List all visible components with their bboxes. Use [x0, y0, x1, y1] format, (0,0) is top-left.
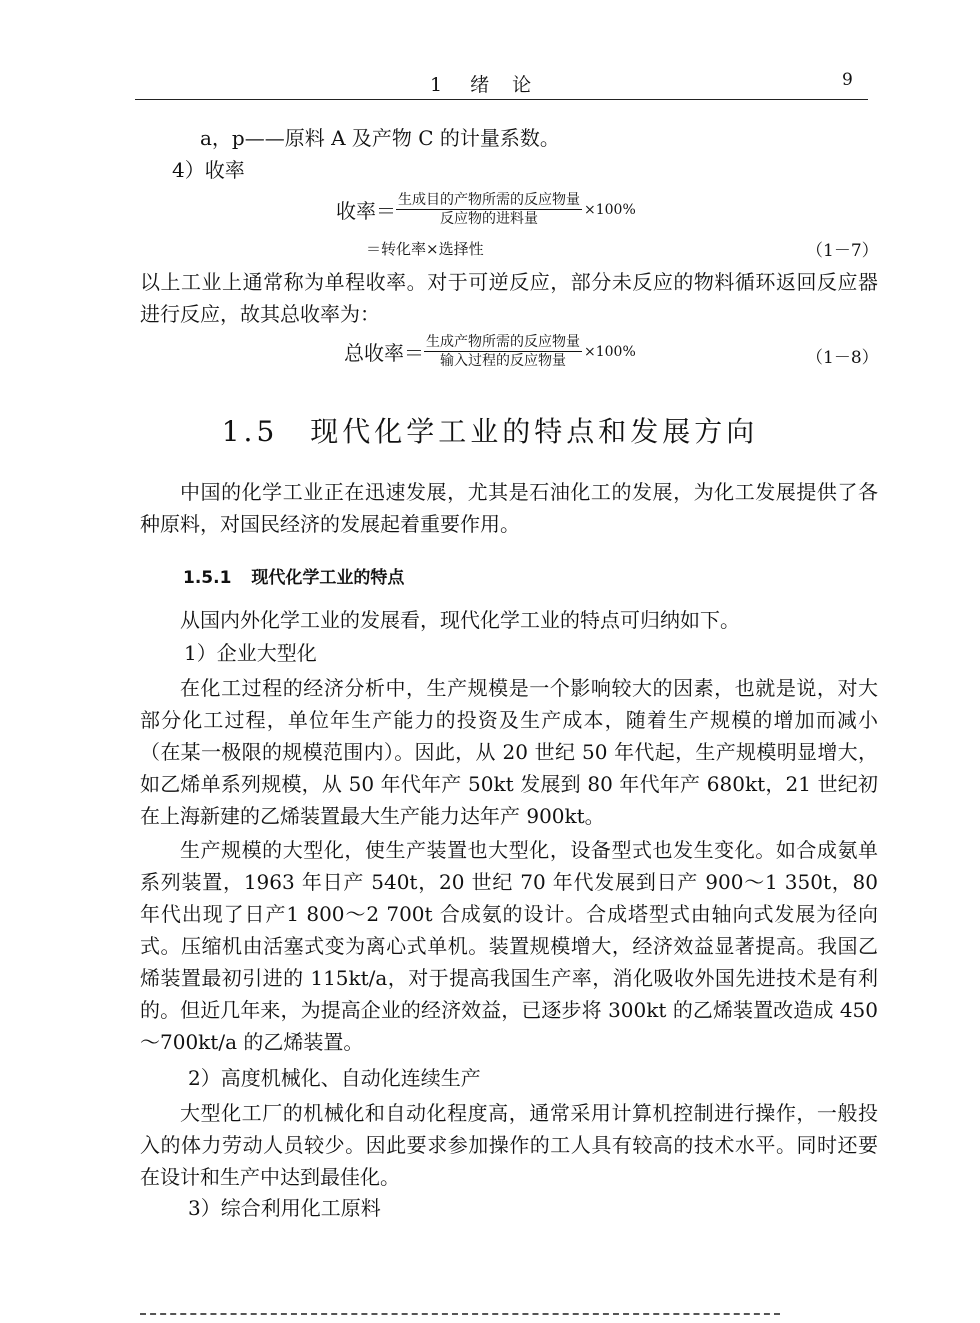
header-rule: [135, 99, 868, 100]
eq2-denominator: 输入过程的反应物量: [440, 353, 566, 369]
paragraph-single-pass-yield: 以上工业上通常称为单程收率。对于可逆反应，部分未反应的物料循环返回反应器进行反应，故其总收率为：: [140, 270, 878, 326]
subsection-heading: [183, 563, 404, 588]
subsection-title: 现代化学工业的特点: [251, 568, 405, 588]
eq1-numerator: 生成目的产物所需的反应物量: [398, 192, 580, 208]
paragraph-intro: 中国的化学工业正在迅速发展，尤其是石油化工的发展，为化工发展提供了各种原料，对国民经济的发展起着重要作用。: [140, 480, 878, 536]
item-1-label: 1）企业大型化: [184, 641, 317, 665]
eq1-line2: ＝转化率×选择性: [366, 240, 484, 258]
paragraph-item-2: 大型化工厂的机械化和自动化程度高，通常采用计算机控制进行操作，一般投入的体力劳动人员较少。因此要求参加操作的工人具有较高的技术水平。同时还要在设计和生产中达到最佳化。: [140, 1101, 878, 1189]
chapter-title: 绪 论: [470, 74, 534, 96]
paragraph-item-1-b: 生产规模的大型化，使生产装置也大型化，设备型式也发生变化。如合成氨单系列装置，1963 年日产 540t，20 世纪 70 年代发展到日产 900～1 350t，80 年代出现了日产1 800～2 700t 合成氨的设计。合成塔型式由轴向式发展为径向式。压缩机由活塞式变为离心式单机。装置规模增大，经济效益显著提高。我国乙烯装置最初引进的 115kt/a，对于提高我国生产率，消化吸收外国先进技术是有利的。但近几年来，为提高企业的经济效益，已逐步将 300kt 的乙烯装置改造成 450～700kt/a 的乙烯装置。: [140, 838, 878, 1054]
item-4-label: 4）收率: [172, 158, 245, 182]
item-3-label: 3）综合利用化工原料: [188, 1196, 381, 1220]
equation-1-7: [336, 192, 636, 227]
eq2-rhs: ×100%: [584, 343, 636, 360]
eq1-fraction: [396, 192, 582, 227]
chapter-number: 1: [430, 74, 445, 96]
section-title: 1.5 现代化学工业的特点和发展方向: [221, 415, 759, 448]
eq2-number: （1－8）: [806, 348, 879, 368]
eq1-rhs: ×100%: [584, 201, 636, 218]
eq2-fraction: [424, 334, 582, 369]
running-header: [430, 70, 559, 97]
footer-rule: [140, 1313, 780, 1315]
item-2-label: 2）高度机械化、自动化连续生产: [188, 1066, 481, 1090]
eq1-denominator: 反应物的进料量: [440, 211, 538, 227]
eq1-lhs: 收率＝: [336, 199, 396, 223]
coefficient-note: a，p——原料 A 及产物 C 的计量系数。: [200, 126, 560, 150]
paragraph-item-1-a: 在化工过程的经济分析中，生产规模是一个影响较大的因素，也就是说，对大部分化工过程，单位年生产能力的投资及生产成本，随着生产规模的增加而减小（在某一极限的规模范围内）。因此，从 20 世纪 50 年代起，生产规模明显增大，如乙烯单系列规模，从 50 年代年产 50kt 发展到 80 年代年产 680kt，21 世纪初在上海新建的乙烯装置最大生产能力达年产 900kt。: [140, 676, 878, 828]
paragraph-feature-intro: 从国内外化学工业的发展看，现代化学工业的特点可归纳如下。: [180, 608, 740, 632]
eq1-number: （1－7）: [806, 241, 879, 261]
subsection-number: 1.5.1: [183, 568, 232, 588]
eq2-lhs: 总收率＝: [344, 341, 424, 365]
page-number: 9: [842, 70, 853, 90]
equation-1-8: [344, 334, 636, 369]
eq2-numerator: 生成产物所需的反应物量: [426, 334, 580, 350]
